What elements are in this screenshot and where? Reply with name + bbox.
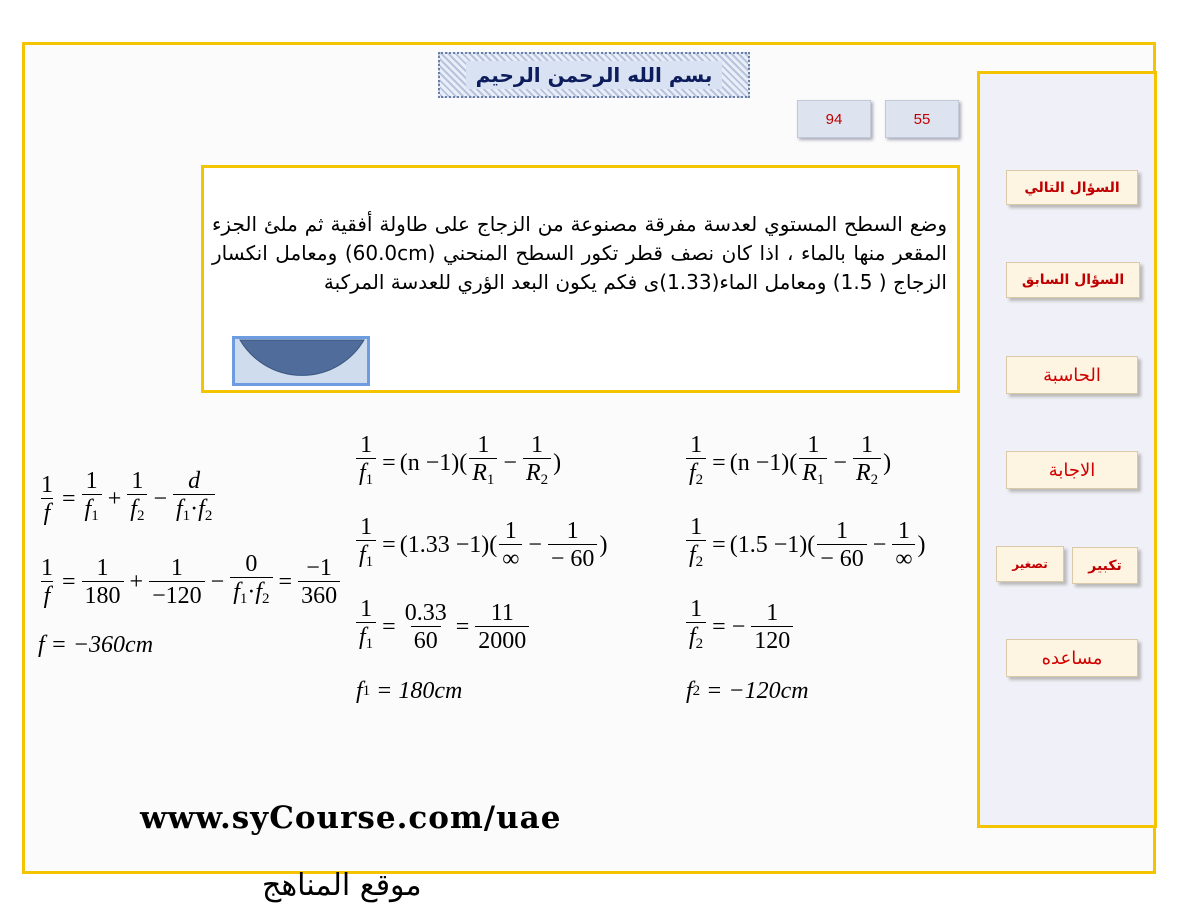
previous-question-button[interactable]: السؤال السابق: [1006, 262, 1140, 298]
current-question-counter: 55: [885, 100, 959, 138]
equation-f2-value: $\frac{1}{f_2}$ = − $\frac{1}{120}$: [684, 596, 795, 658]
lens-icon: [232, 336, 372, 388]
equation-f2-result: f 2 = −120cm: [686, 678, 809, 704]
zoom-out-button[interactable]: تصغير: [996, 546, 1064, 582]
equation-f1-formula: $\frac{1}{f_1}$ = (n −1)( $\frac{1}{R_1}$ − $\frac{1}{R_2}$ ): [354, 432, 561, 494]
next-question-button[interactable]: السؤال التالي: [1006, 170, 1138, 205]
equation-f1-value: $\frac{1}{f_1}$ = $\frac{0.33}{60}$ = $\frac{11}{2000}$: [354, 596, 531, 658]
help-button[interactable]: مساعده: [1006, 639, 1138, 677]
question-box: [201, 165, 960, 393]
answer-button[interactable]: الاجابة: [1006, 451, 1138, 489]
question-text: وضع السطح المستوي لعدسة مفرقة مصنوعة من الزجاج على طاولة أفقية ثم ملئ الجزء المقعر منها بالماء ، اذا كان نصف قطر تكور السطح المنحني (60.0cm) ومعامل انكسار الزجاج ( 1.5) ومعامل الماء(1.33)ى فكم يكون البعد الؤري للعدسة المركبة: [212, 212, 947, 294]
site-url: www.syCourse.com/uae: [140, 800, 562, 836]
calculator-button[interactable]: الحاسبة: [1006, 356, 1138, 394]
total-questions-counter: 94: [797, 100, 871, 138]
equation-f1-substitution: $\frac{1}{f_1}$ = (1.33 −1)( $\frac{1}{\infty}$ − $\frac{1}{- 60}$ ): [354, 514, 607, 576]
equation-combined-result: f = −360cm: [38, 632, 154, 658]
bismillah-text: بسم الله الرحمن الرحيم: [466, 61, 723, 89]
site-name-arabic: موقع المناهج: [262, 868, 422, 903]
equation-combined-formula: $\frac{1}{f}$ = $\frac{1}{f_1}$ + $\frac{1}{f_2}$ − $\frac{d}{f_1\cdot f_2}$: [36, 468, 217, 530]
equation-f2-substitution: $\frac{1}{f_2}$ = (1.5 −1)( $\frac{1}{- 60}$ − $\frac{1}{\infty}$ ): [684, 514, 925, 576]
equation-combined-substitution: $\frac{1}{f}$ = $\frac{1}{180}$ + $\frac{1}{-120}$ − $\frac{0}{f_1\cdot f_2}$ = $\frac{-1}{360}$: [36, 551, 342, 613]
equation-f2-formula: $\frac{1}{f_2}$ = (n −1)( $\frac{1}{R_1}$ − $\frac{1}{R_2}$ ): [684, 432, 891, 494]
equation-f1-result: f 1 = 180cm: [356, 678, 463, 704]
bismillah-banner: [438, 52, 750, 98]
zoom-in-button[interactable]: تكبير: [1072, 547, 1138, 584]
